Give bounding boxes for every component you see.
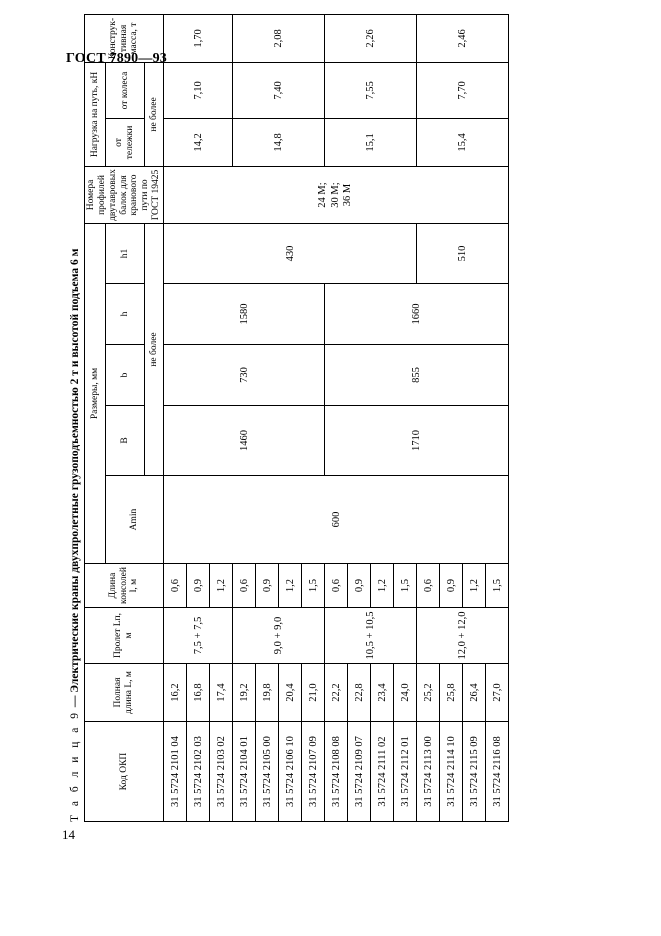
table-row [164, 14, 187, 821]
amin-value: 600 [164, 476, 509, 564]
row-cantilever: 1,5 [302, 564, 325, 608]
col-span-header: Пролет Lп, м [85, 608, 164, 664]
row-length: 21,0 [302, 664, 325, 722]
row-length: 22,8 [348, 664, 371, 722]
row-code: 31 5724 2103 02 [210, 722, 233, 822]
row-length: 26,4 [463, 664, 486, 722]
row-length: 25,2 [417, 664, 440, 722]
row-span: 7,5 + 7,5 [164, 608, 233, 664]
caption-title: — Электрические краны двухпролетные грузоподъемностью 2 т и высотой подъема 6 м [69, 248, 81, 710]
crane-spec-table [84, 14, 509, 822]
row-length: 19,8 [256, 664, 279, 722]
mass-value: 2,46 [417, 14, 509, 62]
wheel-load-value: 7,55 [325, 62, 417, 118]
row-length: 27,0 [486, 664, 509, 722]
row-length: 19,2 [233, 664, 256, 722]
row-length: 16,8 [187, 664, 210, 722]
row-code: 31 5724 2114 10 [440, 722, 463, 822]
col-load-header: Нагрузка на путь, кН [85, 62, 106, 166]
h-value: 1660 [325, 284, 509, 345]
row-span: 9,0 + 9,0 [233, 608, 325, 664]
row-cantilever: 0,9 [256, 564, 279, 608]
col-code-header: Код ОКП [85, 722, 164, 822]
wheel-load-value: 7,10 [164, 62, 233, 118]
mass-value: 2,26 [325, 14, 417, 62]
row-length: 23,4 [371, 664, 394, 722]
row-cantilever: 1,2 [210, 564, 233, 608]
col-dimensions-header: Размеры, мм [85, 223, 106, 563]
col-profiles-header: Номера профилей двутавровых балок для кранового пути по ГОСТ 19425 [85, 166, 164, 223]
dims-not-more-note: не более [145, 223, 164, 475]
row-length: 17,4 [210, 664, 233, 722]
row-span: 12,0 + 12,0 [417, 608, 509, 664]
row-cantilever: 0,6 [325, 564, 348, 608]
row-cantilever: 1,5 [486, 564, 509, 608]
row-code: 31 5724 2111 02 [371, 722, 394, 822]
row-length: 24,0 [394, 664, 417, 722]
row-cantilever: 0,6 [233, 564, 256, 608]
trolley-load-value: 15,1 [325, 118, 417, 166]
b-value: 730 [164, 345, 325, 406]
row-code: 31 5724 2107 09 [302, 722, 325, 822]
row-cantilever: 0,6 [417, 564, 440, 608]
row-cantilever: 1,2 [371, 564, 394, 608]
row-code: 31 5724 2104 01 [233, 722, 256, 822]
profile-line: 24 М; [317, 182, 329, 208]
row-span: 10,5 + 10,5 [325, 608, 417, 664]
load-not-more-note: не более [145, 62, 164, 166]
row-cantilever: 0,9 [348, 564, 371, 608]
trolley-load-value: 14,8 [233, 118, 325, 166]
row-code: 31 5724 2116 08 [486, 722, 509, 822]
col-cantilever-header: Длина консолей l, м [85, 564, 164, 608]
h1-value: 430 [164, 223, 417, 283]
wheel-load-value: 7,40 [233, 62, 325, 118]
col-h1-header: h1 [106, 223, 145, 283]
col-trolley-header: от тележки [106, 118, 145, 166]
col-amin-header: Amin [106, 476, 164, 564]
col-b-header: b [106, 345, 145, 406]
row-cantilever: 0,9 [440, 564, 463, 608]
col-wheel-header: от колеса [106, 62, 145, 118]
b-value: 855 [325, 345, 509, 406]
row-code: 31 5724 2101 04 [164, 722, 187, 822]
row-cantilever: 0,9 [187, 564, 210, 608]
profiles-value [164, 166, 509, 223]
standard-header: ГОСТ 7890—93 [66, 51, 167, 66]
col-h-header: h [106, 284, 145, 345]
trolley-load-value: 14,2 [164, 118, 233, 166]
row-code: 31 5724 2108 08 [325, 722, 348, 822]
B-value: 1460 [164, 406, 325, 476]
row-length: 16,2 [164, 664, 187, 722]
row-length: 20,4 [279, 664, 302, 722]
profile-line: 36 М [342, 183, 354, 207]
row-cantilever: 0,6 [164, 564, 187, 608]
mass-value: 2,08 [233, 14, 325, 62]
row-cantilever: 1,2 [463, 564, 486, 608]
col-length-header: Полная длина L, м [85, 664, 164, 722]
col-B-header: B [106, 406, 145, 476]
col-mass-header: Конструк-тивная масса, т [85, 14, 164, 62]
B-value: 1710 [325, 406, 509, 476]
h-value: 1580 [164, 284, 325, 345]
mass-value: 1,70 [164, 14, 233, 62]
table-row [325, 14, 348, 821]
caption-lead: Т а б л и ц а 9 [69, 709, 81, 822]
profile-line: 30 М; [329, 182, 341, 208]
row-length: 25,8 [440, 664, 463, 722]
wheel-load-value: 7,70 [417, 62, 509, 118]
row-length: 22,2 [325, 664, 348, 722]
h1-value: 510 [417, 223, 509, 283]
row-code: 31 5724 2102 03 [187, 722, 210, 822]
page-number: 14 [62, 827, 75, 842]
row-code: 31 5724 2112 01 [394, 722, 417, 822]
row-code: 31 5724 2115 09 [463, 722, 486, 822]
row-cantilever: 1,5 [394, 564, 417, 608]
row-cantilever: 1,2 [279, 564, 302, 608]
row-code: 31 5724 2109 07 [348, 722, 371, 822]
table-caption [67, 76, 83, 822]
row-code: 31 5724 2106 10 [279, 722, 302, 822]
trolley-load-value: 15,4 [417, 118, 509, 166]
row-code: 31 5724 2113 00 [417, 722, 440, 822]
row-code: 31 5724 2105 00 [256, 722, 279, 822]
